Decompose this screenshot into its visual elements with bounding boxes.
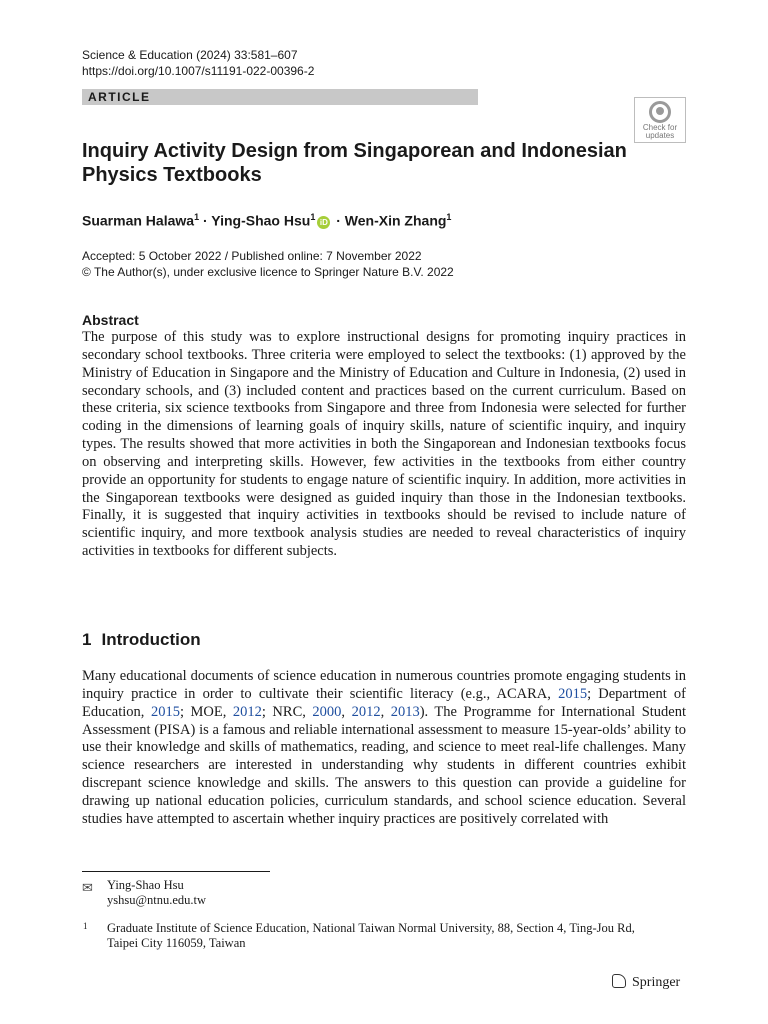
article-type-banner: ARTICLE [82, 89, 478, 105]
doi-link[interactable]: https://doi.org/10.1007/s11191-022-00396-2 [82, 64, 315, 78]
check-for-updates-icon[interactable] [634, 97, 686, 143]
author-name[interactable]: Suarman Halawa [82, 212, 195, 229]
citation-link[interactable]: 2012 [232, 703, 262, 720]
section-heading-introduction [82, 630, 201, 650]
author-name[interactable]: Wen-Xin Zhang [344, 212, 447, 229]
affiliation-marker: 1 [83, 921, 88, 931]
abstract-heading: Abstract [82, 312, 139, 328]
citation-link[interactable]: 2012 [351, 703, 381, 720]
citation-link[interactable]: 2015 [150, 703, 180, 720]
author-list [82, 207, 451, 231]
author-separator: · [202, 212, 208, 229]
intro-text-segment: ; MOE, [179, 703, 233, 720]
publisher-name: Springer [632, 975, 681, 990]
author-name[interactable]: Ying-Shao Hsu [211, 212, 311, 229]
springer-horse-icon [612, 974, 626, 988]
corresponding-author-email[interactable]: yshsu@ntnu.edu.tw [107, 893, 207, 907]
author-separator: · [336, 212, 341, 229]
intro-text-segment: , [380, 703, 391, 720]
check-updates-label-line2: updates [645, 131, 675, 140]
check-updates-circle [649, 101, 671, 123]
intro-text-segment: ; Department of Education, [82, 685, 686, 720]
journal-citation: Science & Education (2024) 33:581–607 [82, 48, 298, 62]
citation-link[interactable]: 2000 [312, 703, 342, 720]
orcid-icon[interactable]: iD [317, 216, 330, 229]
citation-link[interactable]: 2015 [558, 685, 588, 702]
author-affil-sup: 1 [310, 212, 316, 222]
title-line-1: Inquiry Activity Design from Singaporean and Indonesian [82, 140, 627, 162]
affiliation-text: Graduate Institute of Science Education, National Taiwan Normal University, 88, Section 4, Ting-Jou Rd, Taipei City 116059, Taiwan [107, 921, 635, 950]
section-number: 1 [82, 630, 92, 649]
intro-text-segment: , [341, 703, 352, 720]
publisher-mark [612, 973, 680, 993]
abstract-text: The purpose of this study was to explore instructional designs for promoting inquiry practices in secondary school textbooks. Three criteria were employed to select the textbooks: (1) approved by the Ministry of Education in Singapore and the Ministry of Education and Culture in Indonesia, (2) used in secondary schools, and (3) included content and practices based on the current curriculum. Based on these criteria, six science textbooks from Singapore and three from Indonesia were selected for further coding in the dimensions of learning goals of inquiry skills, nature of scientific inquiry, and inquiry types. The results showed that more activities in both the Singaporean and Indonesian textbooks focus on observing and interpreting skills. However, few activities in the textbooks from either country provide an opportunity for students to engage nature of scientific inquiry. In addition, more activities in the Singaporean textbooks were designed as guided inquiry than those in the Indonesian textbooks. Finally, it is suggested that inquiry activities in textbooks should be revised to include nature of scientific inquiry, and more textbook analysis studies are needed to reveal characteristics of inquiry activities in textbooks for different subjects. [82, 329, 686, 560]
copyright-notice: © The Author(s), under exclusive licence to Springer Nature B.V. 2022 [82, 265, 454, 279]
author-affil-sup: 1 [194, 212, 200, 222]
title-line-2: Physics Textbooks [82, 164, 262, 186]
publication-dates: Accepted: 5 October 2022 / Published online: 7 November 2022 [82, 249, 422, 263]
citation-link[interactable]: 2013 [390, 703, 420, 720]
footnote-divider [82, 871, 270, 872]
section-title: Introduction [101, 630, 201, 649]
author-affil-sup: 1 [446, 212, 452, 222]
intro-text-segment: ; NRC, [261, 703, 313, 720]
intro-text-segment: ). The Programme for International Student Assessment (PISA) is a famous and reliable international assessment to measure 15-year-olds’ ability to use their knowledge and skills of mathematics, reading, and science to meet real-life challenges. Many science researchers are interested in understanding why students in different countries exhibit discrepant science knowledge and skills. The answers to this question can provide a guideline for drawing up national education policies, curriculum standards, and school science education. Several studies have attempted to ascertain whether inquiry practices are positively correlated with [82, 703, 687, 827]
envelope-icon: ✉ [82, 880, 93, 895]
check-updates-label-line1: Check for [642, 123, 678, 132]
corresponding-author-name: Ying-Shao Hsu [107, 878, 184, 892]
intro-text-segment: Many educational documents of science education in numerous countries promote engaging students in inquiry practice in order to cultivate their scientific literacy (e.g., ACARA, [82, 668, 686, 702]
introduction-paragraph [82, 668, 686, 829]
paper-title [82, 139, 642, 187]
